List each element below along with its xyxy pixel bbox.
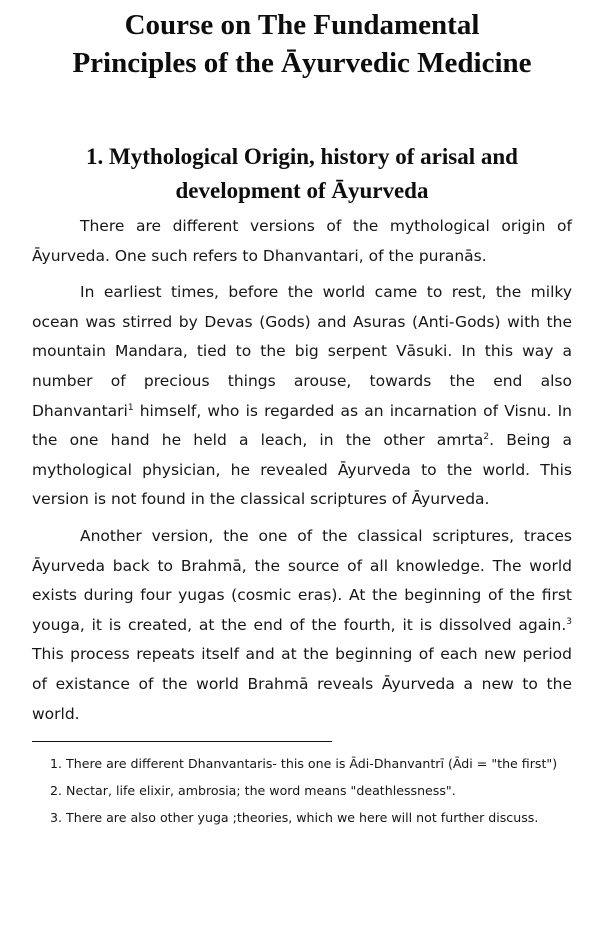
chapter-title-line-1: 1. Mythological Origin, history of arisal and — [86, 144, 518, 169]
paragraph-3-part-b: This process repeats itself and at the beginning of each new period of existance of the world Brahmā reveals Āyurveda a new to the world. — [32, 645, 572, 723]
chapter-title-line-2: development of Āyurveda — [175, 178, 429, 203]
paragraph-2 — [32, 278, 572, 515]
footnotes — [32, 752, 572, 830]
paragraph-1: There are different versions of the mythological origin of Āyurveda. One such refers to Dhanvantari, of the puranās. — [32, 217, 572, 265]
footnote-3: 3. There are also other yuga ;theories, which we here will not further discuss. — [50, 810, 539, 826]
footnote-ref-2: 2 — [483, 432, 490, 442]
footnote-ref-1: 1 — [127, 402, 134, 413]
book-title — [32, 6, 572, 82]
chapter-body — [32, 212, 572, 729]
footnote-divider — [32, 741, 332, 742]
paragraph-2-part-b: himself, who is regarded as an incarnation of Visnu. In the one hand he held a leach, in the other amrta — [32, 401, 572, 450]
paragraph-3-part-a: Another version, the one of the classical scriptures, traces Āyurveda back to Brahmā, the source of all knowledge. The world exists during four yugas (cosmic eras). At the beginning of the first youga, it is created, at the end of the fourth, it is dissolved again. — [32, 526, 572, 634]
chapter-title — [32, 140, 572, 208]
book-page — [0, 6, 600, 927]
paragraph-3 — [32, 522, 572, 729]
footnote-1: 1. There are different Dhanvantaris- this one is Ādi-Dhanvantrī (Ādi = "the first") — [50, 756, 558, 772]
footnote-ref-3: 3 — [566, 616, 572, 627]
book-title-line-1: Course on The Fundamental — [124, 9, 480, 41]
paragraph-2-part-c: . Being a mythological physician, he revealed Āyurveda to the world. This version is not found in the classical scriptures of Āyurveda. — [32, 431, 572, 509]
book-title-line-2: Principles of the Āyurvedic Medicine — [72, 47, 532, 79]
paragraph-2-part-a: In earliest times, before the world came to rest, the milky ocean was stirred by Devas (Gods) and Asuras (Anti-Gods) with the mountain Mandara, tied to the big serpent Vāsuki. In this way a number of precious things arouse, towards the end also Dhanvantari — [32, 283, 572, 420]
footnote-2: 2. Nectar, life elixir, ambrosia; the word means "deathlessness". — [50, 783, 456, 799]
